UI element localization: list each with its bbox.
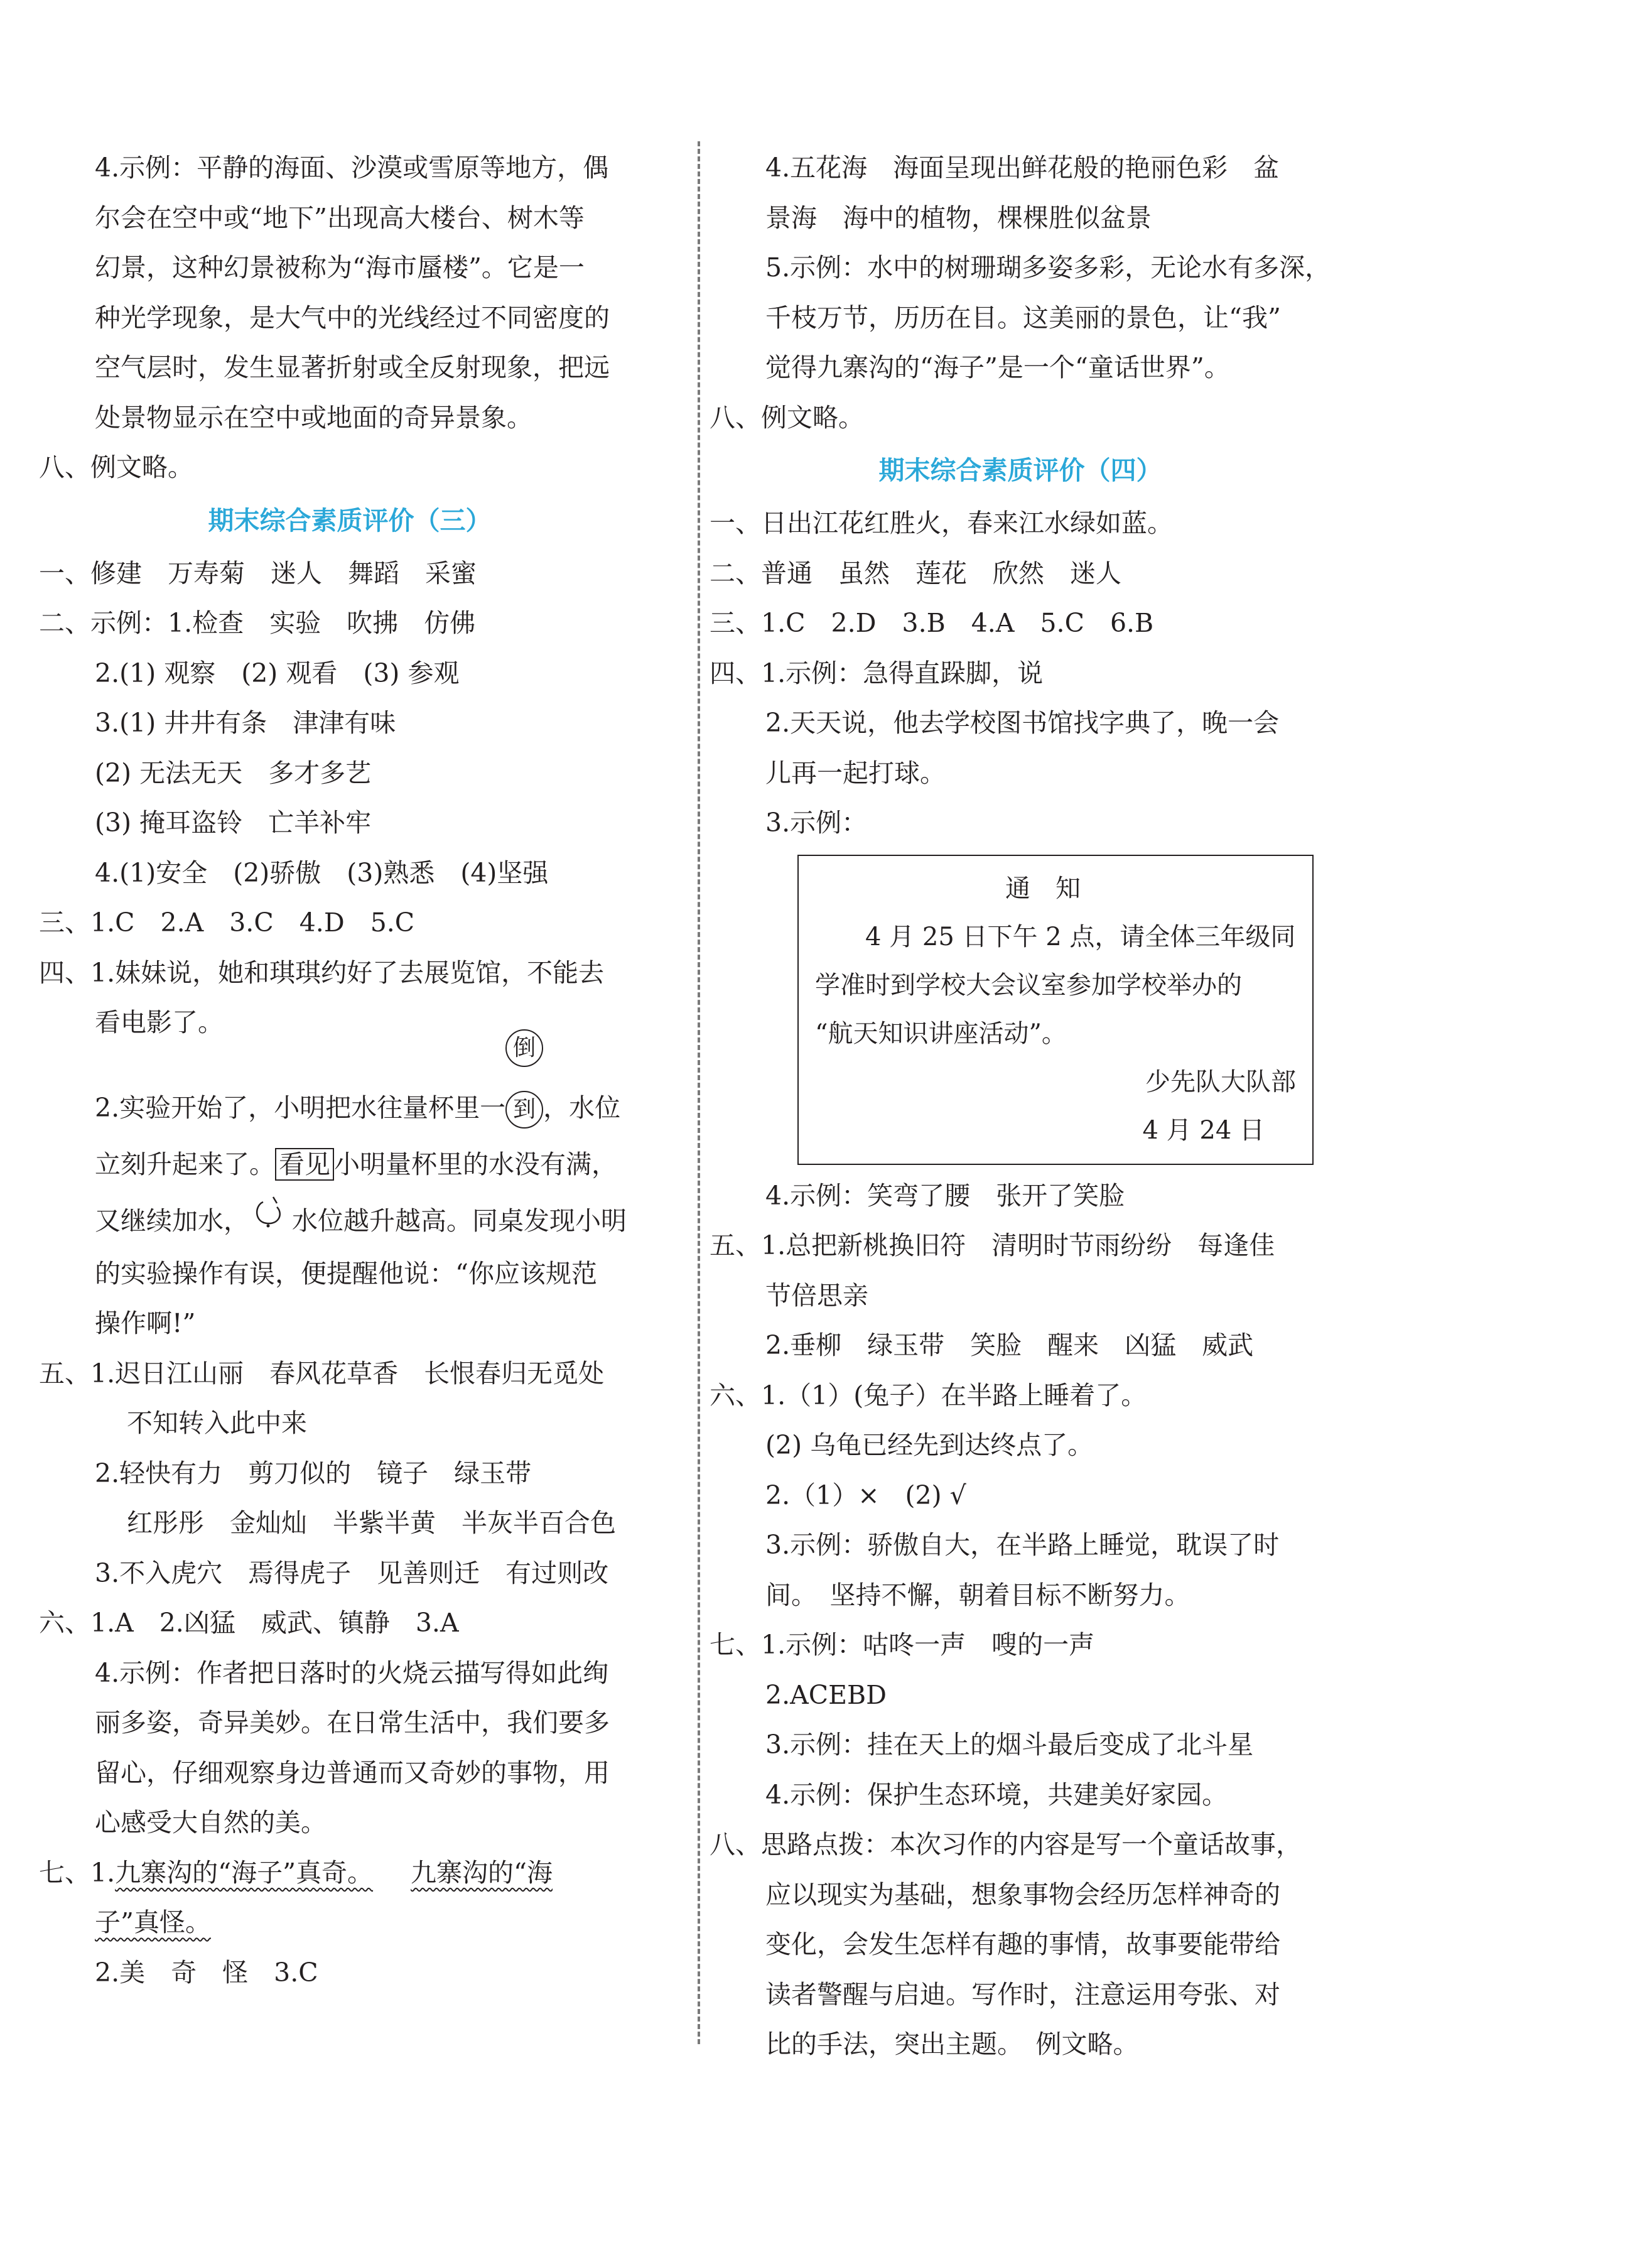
text-line: 操作啊!”	[95, 1308, 196, 1338]
notice-title: 通知	[1005, 874, 1106, 903]
text-line: 一、修建 万寿菊 迷人 舞蹈 采蜜	[39, 558, 477, 588]
boxed-word: 看见	[275, 1148, 334, 1181]
notice-signature: 少先队大队部	[1145, 1067, 1296, 1096]
text-line: 八、思路点拨：本次习作的内容是写一个童话故事，	[710, 1829, 1302, 1860]
left-column	[39, 143, 661, 1998]
text-line: 八、例文略。	[710, 402, 864, 433]
text-line: 5.示例：水中的树珊瑚多姿多彩，无论水有多深，	[765, 252, 1331, 283]
text-line: 3.示例：	[765, 808, 868, 838]
text-fragment: 2.实验开始了，小明把水往量杯里一	[95, 1092, 506, 1123]
text-line: 不知转入此中来	[127, 1408, 307, 1438]
text-line: 二、普通 虽然 莲花 欣然 迷人	[710, 558, 1121, 588]
text-line: 六、1.A 2.凶猛 威武、镇静 3.A	[39, 1608, 459, 1638]
text-line: (3) 掩耳盗铃 亡羊补牢	[95, 808, 372, 838]
column-divider	[698, 141, 700, 2044]
notice-line: 学准时到学校大会议室参加学校举办的	[815, 970, 1242, 1000]
text-line: 景海 海中的植物，棵棵胜似盆景	[765, 202, 1152, 233]
text-line: 七、1.示例：咕咚一声 嗖的一声	[710, 1630, 1095, 1660]
text-line	[39, 1848, 661, 1898]
wavy-underlined-text: 九寨沟的“海	[411, 1857, 553, 1888]
wavy-underlined-text: 九寨沟的“海子”真奇。	[115, 1857, 374, 1888]
text-line-correction	[39, 1034, 661, 1136]
text-line: 幻景，这种幻景被称为“海市蜃楼”。它是一	[95, 252, 585, 283]
text-line: 变化，会发生怎样有趣的事情，故事要能带给	[765, 1929, 1280, 1959]
text-line: 二、示例：1.检查 实验 吹拂 仿佛	[39, 608, 476, 638]
text-line: 儿再一起打球。	[765, 757, 946, 788]
text-line: 红彤彤 金灿灿 半紫半黄 半灰半百合色	[127, 1508, 616, 1538]
text-line: 4.示例：作者把日落时的火烧云描写得如此绚	[95, 1657, 609, 1688]
text-fragment: 七、1.	[39, 1857, 116, 1888]
text-fragment: 小明量杯里的水没有满，	[334, 1149, 617, 1179]
text-line	[39, 1136, 661, 1193]
text-line: 空气层时，发生显著折射或全反射现象，把远	[95, 352, 610, 382]
text-fragment: ，水位	[543, 1092, 621, 1123]
text-line: 心感受大自然的美。	[95, 1807, 327, 1838]
notice-date: 4 月 24 日	[1142, 1115, 1265, 1145]
notice-line: “航天知识讲座活动”。	[815, 1019, 1067, 1048]
text-line: 比的手法，突出主题。 例文略。	[765, 2029, 1139, 2059]
text-line: 2.(1) 观察 (2) 观看 (3) 参观	[95, 658, 460, 688]
text-line: 3.示例：挂在天上的烟斗最后变成了北斗星	[765, 1730, 1254, 1760]
text-line: 五、1.总把新桃换旧符 清明时节雨纷纷 每逢佳	[710, 1230, 1275, 1260]
wavy-underlined-text: 子”真怪。	[95, 1907, 211, 1937]
text-line: 2.轻快有力 剪刀似的 镜子 绿玉带	[95, 1458, 532, 1488]
text-line: 五、1.迟日江山丽 春风花草香 长恨春归无觅处	[39, 1358, 605, 1389]
circled-char-top: 倒	[505, 1029, 543, 1067]
text-line: 觉得九寨沟的“海子”是一个“童话世界”。	[765, 352, 1230, 382]
text-line: 2.（1）× (2) √	[765, 1480, 966, 1510]
text-line: 2.ACEBD	[765, 1679, 887, 1710]
text-line: 间。 坚持不懈，朝着目标不断努力。	[765, 1579, 1190, 1610]
text-line: 三、1.C 2.D 3.B 4.A 5.C 6.B	[710, 608, 1154, 638]
text-line: 2.天天说，他去学校图书馆找字典了，晚一会	[765, 708, 1280, 738]
text-line: 4.示例：笑弯了腰 张开了笑脸	[765, 1180, 1125, 1211]
text-fragment: 立刻升起来了。	[95, 1149, 275, 1179]
text-line: 千枝万节，历历在目。这美丽的景色，让“我”	[765, 302, 1281, 333]
text-line: 丽多姿，奇异美妙。在日常生活中，我们要多	[95, 1708, 610, 1738]
text-line: 2.垂柳 绿玉带 笑脸 醒来 凶猛 威武	[765, 1330, 1254, 1360]
text-line: 4.五花海 海面呈现出鲜花般的艳丽色彩 盆	[765, 153, 1280, 183]
text-line: 4.(1)安全 (2)骄傲 (3)熟悉 (4)坚强	[95, 857, 549, 888]
text-line: 种光学现象，是大气中的光线经过不同密度的	[95, 302, 610, 333]
text-line: 处景物显示在空中或地面的奇异景象。	[95, 402, 532, 433]
text-line	[39, 1193, 661, 1249]
text-line: 的实验操作有误，便提醒他说：“你应该规范	[95, 1258, 597, 1289]
right-column	[710, 143, 1331, 2070]
text-line: 节倍思亲	[765, 1280, 868, 1311]
text-line: 四、1.妹妹说，她和琪琪约好了去展览馆，不能去	[39, 957, 605, 988]
insertion-mark-icon	[252, 1193, 289, 1250]
text-line: 六、1.（1）(兔子）在半路上睡着了。	[710, 1380, 1147, 1410]
text-line: 尔会在空中或“地下”出现高大楼台、树木等	[95, 202, 585, 233]
text-line: 四、1.示例：急得直跺脚，说	[710, 658, 1044, 688]
text-line: 读者警醒与启迪。写作时，注意运用夸张、对	[765, 1979, 1280, 2010]
text-fragment: 水位越升越高。同桌发现小明	[292, 1205, 627, 1236]
section-title-4: 期末综合素质评价（四）	[878, 455, 1162, 485]
text-fragment: 又继续加水，	[95, 1205, 249, 1236]
text-line: 一、日出江花红胜火，春来江水绿如蓝。	[710, 508, 1173, 538]
text-line: 三、1.C 2.A 3.C 4.D 5.C	[39, 907, 415, 938]
text-line: 3.示例：骄傲自大，在半路上睡觉，耽误了时	[765, 1530, 1280, 1560]
section-title-3: 期末综合素质评价（三）	[208, 505, 492, 536]
text-line: (2) 乌龟已经先到达终点了。	[765, 1430, 1094, 1460]
text-line: 看电影了。	[95, 1007, 224, 1037]
notice-line: 4 月 25 日下午 2 点，请全体三年级同	[865, 922, 1296, 951]
text-line: 4.示例：保护生态环境，共建美好家园。	[765, 1779, 1228, 1810]
correction-mark	[505, 1034, 543, 1136]
text-line: 留心，仔细观察身边普通而又奇妙的事物，用	[95, 1757, 610, 1788]
text-line: 应以现实为基础，想象事物会经历怎样神奇的	[765, 1879, 1280, 1910]
text-line: 八、例文略。	[39, 452, 193, 482]
text-line: 4.示例：平静的海面、沙漠或雪原等地方，偶	[95, 153, 609, 183]
text-line	[39, 1898, 661, 1948]
text-line: 3.不入虎穴 焉得虎子 见善则迁 有过则改	[95, 1557, 609, 1588]
text-line: (2) 无法无天 多才多艺	[95, 757, 372, 788]
text-line: 2.美 奇 怪 3.C	[95, 1957, 318, 1988]
text-line: 3.(1) 井井有条 津津有味	[95, 708, 396, 738]
notice-box	[797, 855, 1314, 1165]
circled-char-bottom: 到	[505, 1091, 543, 1129]
